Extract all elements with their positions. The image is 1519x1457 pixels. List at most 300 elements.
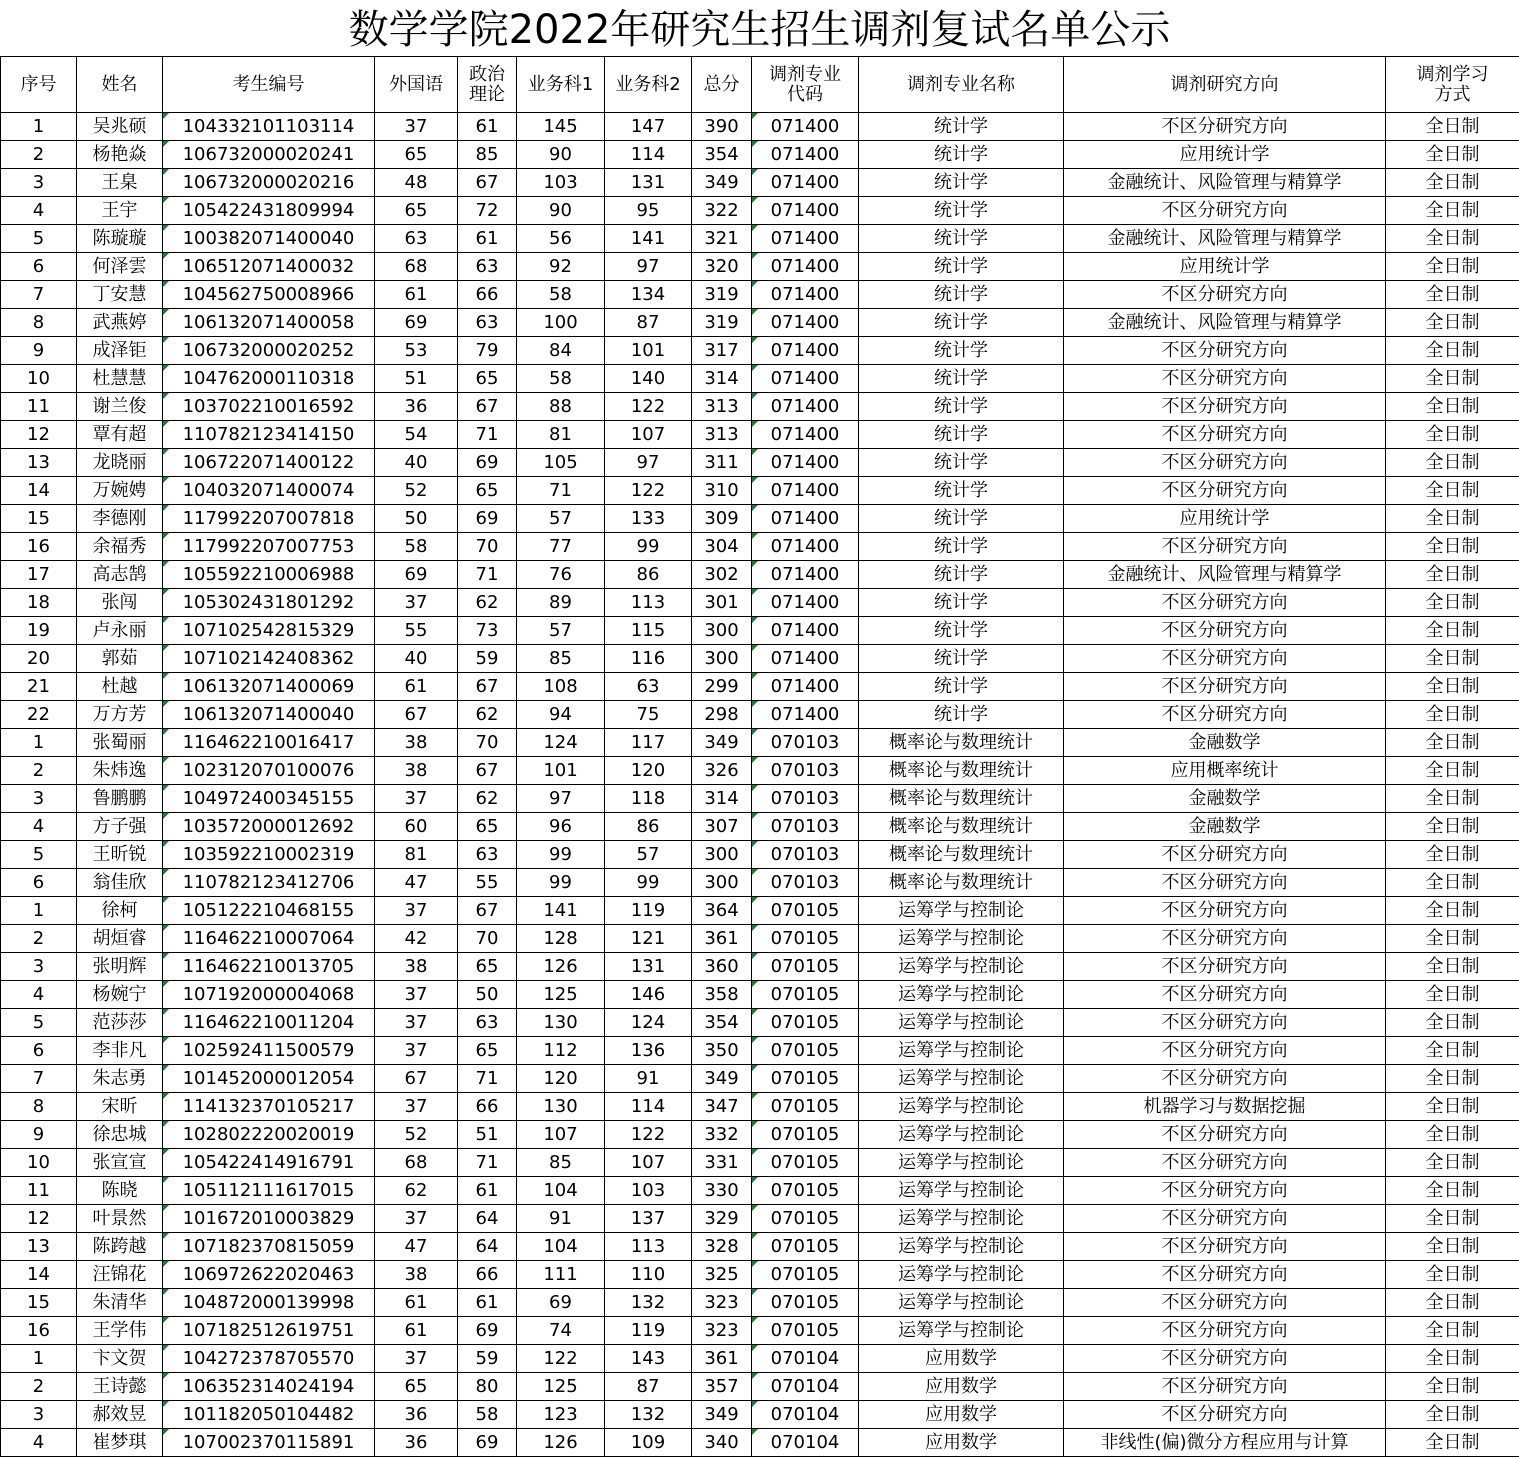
table-row — [1, 981, 1519, 1009]
total-cell: 301 — [692, 589, 752, 617]
subject2-cell: 136 — [605, 1037, 692, 1065]
research-direction-cell: 不区分研究方向 — [1064, 645, 1386, 673]
subject1-cell: 90 — [517, 141, 605, 169]
major-code-cell: 070104 — [752, 1429, 859, 1457]
table-row — [1, 561, 1519, 589]
seq-cell: 12 — [1, 1205, 77, 1233]
seq-cell: 20 — [1, 645, 77, 673]
politics-cell: 63 — [458, 1009, 517, 1037]
subject2-cell: 120 — [605, 757, 692, 785]
subject1-cell: 91 — [517, 1205, 605, 1233]
research-direction-cell: 不区分研究方向 — [1064, 701, 1386, 729]
subject1-cell: 103 — [517, 169, 605, 197]
name-cell: 朱清华 — [77, 1289, 163, 1317]
total-cell: 358 — [692, 981, 752, 1009]
major-code-cell: 071400 — [752, 309, 859, 337]
table-row — [1, 813, 1519, 841]
subject2-cell: 86 — [605, 561, 692, 589]
header-politics — [458, 57, 517, 113]
total-cell: 307 — [692, 813, 752, 841]
politics-cell: 79 — [458, 337, 517, 365]
study-mode-cell: 全日制 — [1386, 1205, 1519, 1233]
major-name-cell: 运筹学与控制论 — [859, 1177, 1064, 1205]
foreign-language-cell: 63 — [375, 225, 458, 253]
table-row — [1, 841, 1519, 869]
table-row — [1, 757, 1519, 785]
study-mode-cell: 全日制 — [1386, 1317, 1519, 1345]
total-cell: 332 — [692, 1121, 752, 1149]
politics-cell: 62 — [458, 589, 517, 617]
name-cell: 张蜀丽 — [77, 729, 163, 757]
candidate-id-cell: 106732000020252 — [163, 337, 375, 365]
politics-cell: 66 — [458, 1261, 517, 1289]
study-mode-cell: 全日制 — [1386, 1009, 1519, 1037]
total-cell: 361 — [692, 1345, 752, 1373]
study-mode-cell: 全日制 — [1386, 1401, 1519, 1429]
table-row — [1, 897, 1519, 925]
research-direction-cell: 不区分研究方向 — [1064, 1401, 1386, 1429]
total-cell: 330 — [692, 1177, 752, 1205]
candidate-id-cell: 110782123414150 — [163, 421, 375, 449]
foreign-language-cell: 36 — [375, 1429, 458, 1457]
header-major-code-line1: 调剂专业 — [769, 64, 841, 85]
name-cell: 陈晓 — [77, 1177, 163, 1205]
name-cell: 王昕锐 — [77, 841, 163, 869]
seq-cell: 5 — [1, 1009, 77, 1037]
table-row — [1, 505, 1519, 533]
major-name-cell: 运筹学与控制论 — [859, 1205, 1064, 1233]
study-mode-cell: 全日制 — [1386, 253, 1519, 281]
foreign-language-cell: 37 — [375, 981, 458, 1009]
major-name-cell: 概率论与数理统计 — [859, 841, 1064, 869]
table-row — [1, 449, 1519, 477]
major-name-cell: 运筹学与控制论 — [859, 1233, 1064, 1261]
candidate-id-cell: 106732000020241 — [163, 141, 375, 169]
major-name-cell: 统计学 — [859, 701, 1064, 729]
header-major-code-line2: 代码 — [787, 84, 823, 105]
seq-cell: 8 — [1, 1093, 77, 1121]
politics-cell: 62 — [458, 701, 517, 729]
major-name-cell: 统计学 — [859, 365, 1064, 393]
major-name-cell: 运筹学与控制论 — [859, 1289, 1064, 1317]
subject1-cell: 85 — [517, 645, 605, 673]
subject1-cell: 125 — [517, 981, 605, 1009]
total-cell: 317 — [692, 337, 752, 365]
table-row — [1, 645, 1519, 673]
subject2-cell: 113 — [605, 1233, 692, 1261]
politics-cell: 63 — [458, 841, 517, 869]
admission-list-table — [0, 56, 1519, 1457]
total-cell: 349 — [692, 1401, 752, 1429]
subject1-cell: 123 — [517, 1401, 605, 1429]
subject1-cell: 100 — [517, 309, 605, 337]
subject2-cell: 95 — [605, 197, 692, 225]
major-name-cell: 概率论与数理统计 — [859, 813, 1064, 841]
subject1-cell: 69 — [517, 1289, 605, 1317]
seq-cell: 14 — [1, 1261, 77, 1289]
politics-cell: 50 — [458, 981, 517, 1009]
politics-cell: 61 — [458, 113, 517, 141]
subject1-cell: 94 — [517, 701, 605, 729]
subject2-cell: 57 — [605, 841, 692, 869]
total-cell: 328 — [692, 1233, 752, 1261]
foreign-language-cell: 37 — [375, 1093, 458, 1121]
politics-cell: 62 — [458, 785, 517, 813]
foreign-language-cell: 81 — [375, 841, 458, 869]
study-mode-cell: 全日制 — [1386, 1177, 1519, 1205]
research-direction-cell: 不区分研究方向 — [1064, 1205, 1386, 1233]
subject2-cell: 141 — [605, 225, 692, 253]
subject1-cell: 58 — [517, 365, 605, 393]
politics-cell: 59 — [458, 645, 517, 673]
name-cell: 武燕婷 — [77, 309, 163, 337]
total-cell: 361 — [692, 925, 752, 953]
research-direction-cell: 非线性(偏)微分方程应用与计算 — [1064, 1429, 1386, 1457]
major-code-cell: 070105 — [752, 1289, 859, 1317]
total-cell: 302 — [692, 561, 752, 589]
major-code-cell: 071400 — [752, 337, 859, 365]
foreign-language-cell: 54 — [375, 421, 458, 449]
seq-cell: 16 — [1, 533, 77, 561]
study-mode-cell: 全日制 — [1386, 337, 1519, 365]
candidate-id-cell: 114132370105217 — [163, 1093, 375, 1121]
name-cell: 汪锦花 — [77, 1261, 163, 1289]
major-code-cell: 070105 — [752, 1177, 859, 1205]
candidate-id-cell: 105422414916791 — [163, 1149, 375, 1177]
table-row — [1, 113, 1519, 141]
candidate-id-cell: 101672010003829 — [163, 1205, 375, 1233]
major-code-cell: 070104 — [752, 1345, 859, 1373]
seq-cell: 9 — [1, 1121, 77, 1149]
candidate-id-cell: 104562750008966 — [163, 281, 375, 309]
foreign-language-cell: 38 — [375, 729, 458, 757]
seq-cell: 3 — [1, 785, 77, 813]
name-cell: 王宇 — [77, 197, 163, 225]
major-name-cell: 应用数学 — [859, 1429, 1064, 1457]
study-mode-cell: 全日制 — [1386, 869, 1519, 897]
table-row — [1, 225, 1519, 253]
major-name-cell: 运筹学与控制论 — [859, 925, 1064, 953]
major-name-cell: 应用数学 — [859, 1345, 1064, 1373]
major-code-cell: 071400 — [752, 393, 859, 421]
header-total: 总分 — [692, 57, 752, 113]
study-mode-cell: 全日制 — [1386, 757, 1519, 785]
study-mode-cell: 全日制 — [1386, 1233, 1519, 1261]
major-code-cell: 070105 — [752, 953, 859, 981]
seq-cell: 4 — [1, 813, 77, 841]
research-direction-cell: 不区分研究方向 — [1064, 1233, 1386, 1261]
total-cell: 321 — [692, 225, 752, 253]
name-cell: 王学伟 — [77, 1317, 163, 1345]
subject2-cell: 132 — [605, 1289, 692, 1317]
subject2-cell: 103 — [605, 1177, 692, 1205]
foreign-language-cell: 37 — [375, 1345, 458, 1373]
table-row — [1, 1093, 1519, 1121]
subject2-cell: 119 — [605, 897, 692, 925]
study-mode-cell: 全日制 — [1386, 925, 1519, 953]
major-code-cell: 071400 — [752, 449, 859, 477]
study-mode-cell: 全日制 — [1386, 477, 1519, 505]
major-code-cell: 070105 — [752, 925, 859, 953]
total-cell: 357 — [692, 1373, 752, 1401]
major-code-cell: 071400 — [752, 253, 859, 281]
major-name-cell: 统计学 — [859, 393, 1064, 421]
subject1-cell: 90 — [517, 197, 605, 225]
politics-cell: 67 — [458, 757, 517, 785]
subject2-cell: 134 — [605, 281, 692, 309]
research-direction-cell: 不区分研究方向 — [1064, 1317, 1386, 1345]
seq-cell: 13 — [1, 449, 77, 477]
subject2-cell: 117 — [605, 729, 692, 757]
total-cell: 319 — [692, 281, 752, 309]
major-code-cell: 070103 — [752, 869, 859, 897]
research-direction-cell: 不区分研究方向 — [1064, 1009, 1386, 1037]
politics-cell: 72 — [458, 197, 517, 225]
study-mode-cell: 全日制 — [1386, 841, 1519, 869]
table-row — [1, 393, 1519, 421]
politics-cell: 67 — [458, 393, 517, 421]
politics-cell: 70 — [458, 925, 517, 953]
foreign-language-cell: 47 — [375, 869, 458, 897]
foreign-language-cell: 36 — [375, 1401, 458, 1429]
candidate-id-cell: 106722071400122 — [163, 449, 375, 477]
table-row — [1, 197, 1519, 225]
header-foreign-language: 外国语 — [375, 57, 458, 113]
research-direction-cell: 金融数学 — [1064, 813, 1386, 841]
subject2-cell: 122 — [605, 477, 692, 505]
study-mode-cell: 全日制 — [1386, 785, 1519, 813]
name-cell: 陈璇璇 — [77, 225, 163, 253]
seq-cell: 3 — [1, 169, 77, 197]
major-name-cell: 应用数学 — [859, 1401, 1064, 1429]
major-code-cell: 070105 — [752, 1233, 859, 1261]
name-cell: 杨艳焱 — [77, 141, 163, 169]
study-mode-cell: 全日制 — [1386, 617, 1519, 645]
subject2-cell: 147 — [605, 113, 692, 141]
foreign-language-cell: 58 — [375, 533, 458, 561]
subject2-cell: 116 — [605, 645, 692, 673]
subject1-cell: 124 — [517, 729, 605, 757]
major-name-cell: 统计学 — [859, 589, 1064, 617]
foreign-language-cell: 61 — [375, 281, 458, 309]
candidate-id-cell: 103702210016592 — [163, 393, 375, 421]
table-row — [1, 169, 1519, 197]
subject1-cell: 130 — [517, 1009, 605, 1037]
name-cell: 鲁鹏鹏 — [77, 785, 163, 813]
seq-cell: 1 — [1, 113, 77, 141]
total-cell: 313 — [692, 421, 752, 449]
subject2-cell: 97 — [605, 449, 692, 477]
foreign-language-cell: 40 — [375, 449, 458, 477]
candidate-id-cell: 116462210016417 — [163, 729, 375, 757]
table-row — [1, 1149, 1519, 1177]
table-row — [1, 1177, 1519, 1205]
candidate-id-cell: 117992207007753 — [163, 533, 375, 561]
research-direction-cell: 不区分研究方向 — [1064, 393, 1386, 421]
candidate-id-cell: 106132071400058 — [163, 309, 375, 337]
table-row — [1, 1037, 1519, 1065]
research-direction-cell: 不区分研究方向 — [1064, 113, 1386, 141]
total-cell: 311 — [692, 449, 752, 477]
candidate-id-cell: 107002370115891 — [163, 1429, 375, 1457]
politics-cell: 63 — [458, 253, 517, 281]
table-row — [1, 1401, 1519, 1429]
table-row — [1, 1205, 1519, 1233]
name-cell: 吴兆硕 — [77, 113, 163, 141]
name-cell: 方子强 — [77, 813, 163, 841]
total-cell: 314 — [692, 785, 752, 813]
research-direction-cell: 不区分研究方向 — [1064, 1373, 1386, 1401]
name-cell: 李德刚 — [77, 505, 163, 533]
major-name-cell: 概率论与数理统计 — [859, 729, 1064, 757]
major-code-cell: 070103 — [752, 841, 859, 869]
foreign-language-cell: 65 — [375, 1373, 458, 1401]
research-direction-cell: 不区分研究方向 — [1064, 1037, 1386, 1065]
politics-cell: 69 — [458, 449, 517, 477]
table-row — [1, 1009, 1519, 1037]
major-code-cell: 070104 — [752, 1401, 859, 1429]
politics-cell: 65 — [458, 365, 517, 393]
major-code-cell: 071400 — [752, 365, 859, 393]
subject1-cell: 104 — [517, 1233, 605, 1261]
seq-cell: 7 — [1, 281, 77, 309]
seq-cell: 1 — [1, 729, 77, 757]
foreign-language-cell: 60 — [375, 813, 458, 841]
study-mode-cell: 全日制 — [1386, 1121, 1519, 1149]
table-row — [1, 1345, 1519, 1373]
study-mode-cell: 全日制 — [1386, 197, 1519, 225]
total-cell: 354 — [692, 1009, 752, 1037]
major-name-cell: 统计学 — [859, 561, 1064, 589]
total-cell: 390 — [692, 113, 752, 141]
research-direction-cell: 应用概率统计 — [1064, 757, 1386, 785]
politics-cell: 63 — [458, 309, 517, 337]
name-cell: 叶景然 — [77, 1205, 163, 1233]
major-code-cell: 071400 — [752, 477, 859, 505]
research-direction-cell: 不区分研究方向 — [1064, 869, 1386, 897]
subject1-cell: 112 — [517, 1037, 605, 1065]
subject1-cell: 81 — [517, 421, 605, 449]
politics-cell: 65 — [458, 813, 517, 841]
foreign-language-cell: 48 — [375, 169, 458, 197]
table-row — [1, 141, 1519, 169]
foreign-language-cell: 65 — [375, 141, 458, 169]
study-mode-cell: 全日制 — [1386, 1345, 1519, 1373]
name-cell: 万婉娉 — [77, 477, 163, 505]
subject2-cell: 114 — [605, 1093, 692, 1121]
seq-cell: 21 — [1, 673, 77, 701]
subject1-cell: 111 — [517, 1261, 605, 1289]
major-name-cell: 运筹学与控制论 — [859, 1317, 1064, 1345]
subject2-cell: 131 — [605, 169, 692, 197]
candidate-id-cell: 102802220020019 — [163, 1121, 375, 1149]
study-mode-cell: 全日制 — [1386, 729, 1519, 757]
study-mode-cell: 全日制 — [1386, 1373, 1519, 1401]
foreign-language-cell: 36 — [375, 393, 458, 421]
research-direction-cell: 不区分研究方向 — [1064, 281, 1386, 309]
name-cell: 覃有超 — [77, 421, 163, 449]
major-name-cell: 统计学 — [859, 197, 1064, 225]
candidate-id-cell: 107102142408362 — [163, 645, 375, 673]
study-mode-cell: 全日制 — [1386, 1289, 1519, 1317]
name-cell: 龙晓丽 — [77, 449, 163, 477]
major-name-cell: 统计学 — [859, 617, 1064, 645]
total-cell: 326 — [692, 757, 752, 785]
research-direction-cell: 不区分研究方向 — [1064, 421, 1386, 449]
study-mode-cell: 全日制 — [1386, 1037, 1519, 1065]
research-direction-cell: 金融数学 — [1064, 785, 1386, 813]
seq-cell: 12 — [1, 421, 77, 449]
subject2-cell: 75 — [605, 701, 692, 729]
subject2-cell: 132 — [605, 1401, 692, 1429]
research-direction-cell: 不区分研究方向 — [1064, 981, 1386, 1009]
total-cell: 364 — [692, 897, 752, 925]
total-cell: 319 — [692, 309, 752, 337]
major-name-cell: 统计学 — [859, 113, 1064, 141]
candidate-id-cell: 107102542815329 — [163, 617, 375, 645]
candidate-id-cell: 107182512619751 — [163, 1317, 375, 1345]
candidate-id-cell: 100382071400040 — [163, 225, 375, 253]
name-cell: 范莎莎 — [77, 1009, 163, 1037]
research-direction-cell: 不区分研究方向 — [1064, 673, 1386, 701]
subject2-cell: 99 — [605, 533, 692, 561]
major-code-cell: 070105 — [752, 1093, 859, 1121]
study-mode-cell: 全日制 — [1386, 589, 1519, 617]
study-mode-cell: 全日制 — [1386, 449, 1519, 477]
header-study-mode-line2: 方式 — [1435, 84, 1471, 105]
research-direction-cell: 不区分研究方向 — [1064, 897, 1386, 925]
name-cell: 李非凡 — [77, 1037, 163, 1065]
research-direction-cell: 不区分研究方向 — [1064, 337, 1386, 365]
study-mode-cell: 全日制 — [1386, 281, 1519, 309]
name-cell: 杜慧慧 — [77, 365, 163, 393]
politics-cell: 71 — [458, 561, 517, 589]
subject1-cell: 101 — [517, 757, 605, 785]
name-cell: 郭茹 — [77, 645, 163, 673]
study-mode-cell: 全日制 — [1386, 1149, 1519, 1177]
candidate-id-cell: 101182050104482 — [163, 1401, 375, 1429]
name-cell: 张明辉 — [77, 953, 163, 981]
candidate-id-cell: 104872000139998 — [163, 1289, 375, 1317]
seq-cell: 6 — [1, 1037, 77, 1065]
name-cell: 王诗懿 — [77, 1373, 163, 1401]
table-row — [1, 421, 1519, 449]
header-subject2: 业务科2 — [605, 57, 692, 113]
table-row — [1, 477, 1519, 505]
research-direction-cell: 不区分研究方向 — [1064, 1065, 1386, 1093]
header-politics-line1: 政治 — [469, 64, 505, 85]
major-code-cell: 071400 — [752, 421, 859, 449]
table-row — [1, 1233, 1519, 1261]
subject1-cell: 99 — [517, 869, 605, 897]
seq-cell: 4 — [1, 197, 77, 225]
seq-cell: 5 — [1, 841, 77, 869]
subject1-cell: 57 — [517, 617, 605, 645]
research-direction-cell: 不区分研究方向 — [1064, 197, 1386, 225]
name-cell: 翁佳欣 — [77, 869, 163, 897]
table-row — [1, 1373, 1519, 1401]
research-direction-cell: 机器学习与数据挖掘 — [1064, 1093, 1386, 1121]
foreign-language-cell: 51 — [375, 365, 458, 393]
candidate-id-cell: 104272378705570 — [163, 1345, 375, 1373]
major-code-cell: 071400 — [752, 701, 859, 729]
foreign-language-cell: 68 — [375, 253, 458, 281]
research-direction-cell: 不区分研究方向 — [1064, 617, 1386, 645]
foreign-language-cell: 61 — [375, 1317, 458, 1345]
total-cell: 298 — [692, 701, 752, 729]
seq-cell: 9 — [1, 337, 77, 365]
total-cell: 300 — [692, 869, 752, 897]
